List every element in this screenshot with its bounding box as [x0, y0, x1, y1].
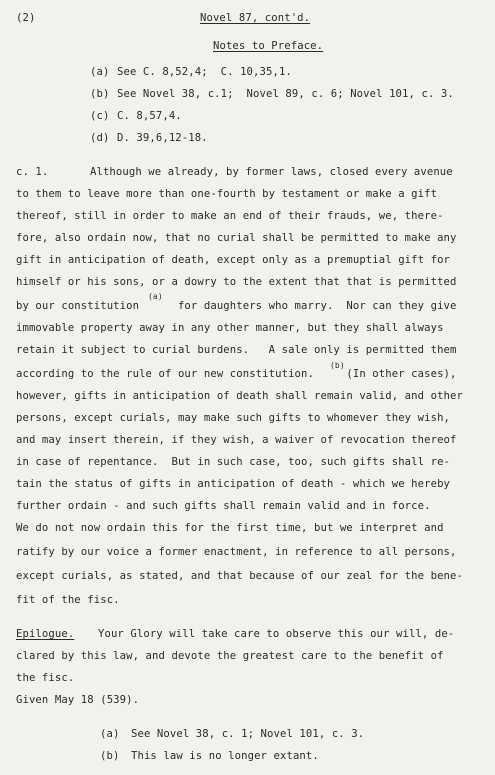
body-line: except curials, as stated, and that because of our zeal for the bene- — [16, 570, 463, 582]
given-date: Given May 18 (539). — [16, 694, 140, 706]
preface-note-marker: (a) — [90, 66, 110, 78]
preface-note-marker: (b) — [90, 88, 110, 100]
body-line: retain it subject to curial burdens. A sale only is permitted them — [16, 344, 457, 356]
body-line: to them to leave more than one-fourth by testament or make a gift — [16, 188, 438, 200]
body-line: however, gifts in anticipation of death shall remain valid, and other — [16, 390, 463, 402]
body-line: fore, also ordain now, that no curial shall be permitted to make any — [16, 232, 457, 244]
epilogue-heading: Epilogue. — [16, 628, 75, 640]
body-line: ratify by our voice a former enactment, in reference to all persons, — [16, 546, 457, 558]
footnote-text: This law is no longer extant. — [131, 750, 319, 762]
body-line: in case of repentance. But in such case, too, such gifts shall re- — [16, 456, 451, 468]
body-line: We do not now ordain this for the first time, but we interpret and — [16, 522, 444, 534]
preface-note-text: See C. 8,52,4; C. 10,35,1. — [117, 66, 292, 78]
body-line: Although we already, by former laws, closed every avenue — [90, 166, 453, 178]
body-line: himself or his sons, or a dowry to the extent that that is permitted — [16, 276, 457, 288]
section-marker: c. 1. — [16, 166, 49, 178]
body-line: persons, except curials, may make such gifts to whomever they wish, — [16, 412, 451, 424]
footnote-marker: (a) — [100, 728, 120, 740]
footnote-text: See Novel 38, c. 1; Novel 101, c. 3. — [131, 728, 365, 740]
body-line: immovable property away in any other manner, but they shall always — [16, 322, 444, 334]
preface-note-text: C. 8,57,4. — [117, 110, 182, 122]
page-number: (2) — [16, 12, 36, 24]
footnote-marker: (b) — [100, 750, 120, 762]
preface-note-marker: (d) — [90, 132, 110, 144]
body-line: and may insert therein, if they wish, a waiver of revocation thereof — [16, 434, 457, 446]
epilogue-line: clared by this law, and devote the greatest care to the benefit of — [16, 650, 444, 662]
footnote-ref-b: (b) — [330, 361, 345, 370]
body-line: fit of the fisc. — [16, 594, 120, 606]
body-line: by our constitution for daughters who marry. Nor can they give — [16, 300, 457, 312]
preface-note-text: See Novel 38, c.1; Novel 89, c. 6; Novel 101, c. 3. — [117, 88, 454, 100]
epilogue-line: the fisc. — [16, 672, 75, 684]
body-line: further ordain - and such gifts shall remain valid and in force. — [16, 500, 431, 512]
epilogue-line: Your Glory will take care to observe this our will, de- — [98, 628, 455, 640]
page-subtitle: Notes to Preface. — [213, 40, 324, 52]
preface-note-marker: (c) — [90, 110, 110, 122]
body-line: according to the rule of our new constitution. (In other cases), — [16, 368, 457, 380]
body-line: tain the status of gifts in anticipation of death - which we hereby — [16, 478, 451, 490]
body-line: thereof, still in order to make an end of their frauds, we, there- — [16, 210, 444, 222]
body-line: gift in anticipation of death, except only as a premuptial gift for — [16, 254, 451, 266]
page-title: Novel 87, cont'd. — [200, 12, 311, 24]
footnote-ref-a: (a) — [148, 292, 163, 301]
preface-note-text: D. 39,6,12-18. — [117, 132, 208, 144]
